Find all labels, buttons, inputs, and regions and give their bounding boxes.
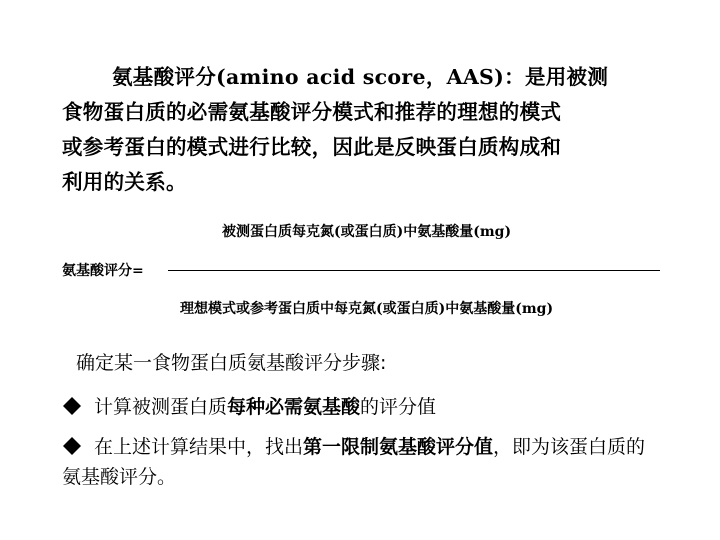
step-text: 在上述计算结果中，找出 <box>94 436 304 458</box>
definition-line: 食物蛋白质的必需氨基酸评分模式和推荐的理想的模式 <box>62 100 562 124</box>
definition-line <box>62 60 662 95</box>
diamond-bullet-icon <box>62 396 82 416</box>
formula-denominator: 理想模式或参考蛋白质中每克氮(或蛋白质)中氨基酸量(mg) <box>180 301 554 317</box>
steps-title: 确定某一食物蛋白质氨基酸评分步骤: <box>76 352 387 374</box>
definition-line-text: 氨基酸评分(amino acid score，AAS)：是用被测 <box>112 65 609 89</box>
formula-numerator: 被测蛋白质每克氮(或蛋白质)中氨基酸量(mg) <box>222 224 512 240</box>
step-text: ，即为该蛋白质的氨基酸评分。 <box>62 436 646 488</box>
diamond-bullet-icon <box>62 436 82 456</box>
definition-line: 或参考蛋白的模式进行比较，因此是反映蛋白质构成和 <box>62 135 562 159</box>
step-text: 的评分值 <box>360 396 437 418</box>
step-emphasis: 第一限制氨基酸评分值 <box>303 436 494 458</box>
step-item <box>62 392 436 422</box>
definition-line: 利用的关系。 <box>62 170 187 194</box>
step-item <box>62 432 662 492</box>
formula-lhs: 氨基酸评分= <box>62 263 144 279</box>
step-emphasis: 每种必需氨基酸 <box>227 396 361 418</box>
definition-paragraph <box>62 60 662 200</box>
step-text: 计算被测蛋白质 <box>94 396 228 418</box>
fraction-bar <box>168 270 660 271</box>
